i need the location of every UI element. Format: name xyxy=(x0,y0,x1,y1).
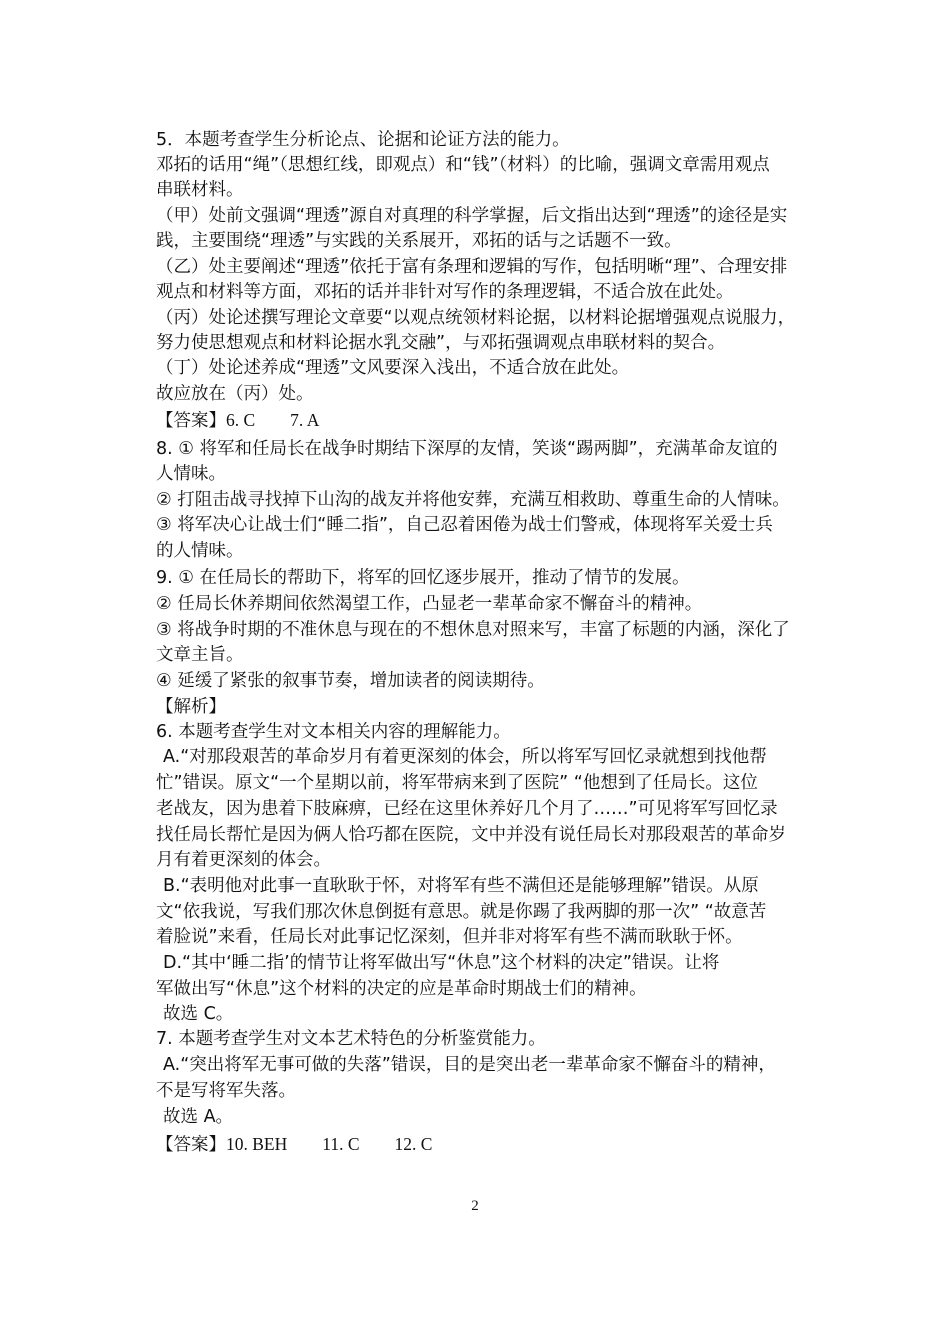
text-line: （乙）处主要阐述“理透”依托于富有条理和逻辑的写作，包括明晰“理”、合理安排 xyxy=(156,257,788,277)
text-line: 观点和材料等方面，邓拓的话并非针对写作的条理逻辑，不适合放在此处。 xyxy=(156,282,734,302)
answer-line: 【答案】10. BEH 11. C 12. C xyxy=(156,1134,433,1154)
text-line: 文章主旨。 xyxy=(156,645,244,665)
text-line: D.“其中‘睡二指’的情节让将军做出写“休息”这个材料的决定”错误。让将 xyxy=(163,953,720,973)
page-number: 2 xyxy=(471,1198,479,1214)
analysis-heading: 【解析】 xyxy=(156,697,226,717)
text-line: B.“表明他对此事一直耿耿于怀，对将军有些不满但还是能够理解”错误。从原 xyxy=(163,876,759,896)
text-line: 的人情味。 xyxy=(156,541,244,561)
text-line: 努力使思想观点和材料论据水乳交融”，与邓拓强调观点串联材料的契合。 xyxy=(156,333,726,353)
text-line: 邓拓的话用“绳”（思想红线，即观点）和“钱”（材料）的比喻，强调文章需用观点 xyxy=(156,155,770,175)
text-line: 忙”错误。原文“一个星期以前，将军带病来到了医院” “他想到了任局长。这位 xyxy=(156,773,758,793)
text-line: 老战友，因为患着下肢麻痹，已经在这里休养好几个月了……”可见将军写回忆录 xyxy=(156,799,778,819)
text-line: ③ 将军决心让战士们“睡二指”，自己忍着困倦为战士们警戒，体现将军关爱士兵 xyxy=(156,515,773,535)
text-line: 军做出写“休息”这个材料的决定的应是革命时期战士们的精神。 xyxy=(156,979,647,999)
text-line: 串联材料。 xyxy=(156,180,244,200)
text-line: 故选 A。 xyxy=(163,1107,234,1127)
q6-heading: 6. 本题考查学生对文本相关内容的理解能力。 xyxy=(156,722,511,742)
text-line: ② 任局长休养期间依然渴望工作，凸显老一辈革命家不懈奋斗的精神。 xyxy=(156,594,703,614)
text-line: 着脸说”来看，任局长对此事记忆深刻，但并非对将军有些不满而耿耿于怀。 xyxy=(156,927,743,947)
q9-heading: 9. ① 在任局长的帮助下，将军的回忆逐步展开，推动了情节的发展。 xyxy=(156,568,690,588)
text-line: 故选 C。 xyxy=(163,1004,234,1024)
text-line: （丙）处论述撰写理论文章要“以观点统领材料论据，以材料论据增强观点说服力， xyxy=(156,308,796,328)
text-line: 不是写将军失落。 xyxy=(156,1081,296,1101)
q8-heading: 8. ① 将军和任局长在战争时期结下深厚的友情，笑谈“踢两脚”，充满革命友谊的 xyxy=(156,439,778,459)
q7-heading: 7. 本题考查学生对文本艺术特色的分析鉴赏能力。 xyxy=(156,1029,546,1049)
q5-heading: 5．本题考查学生分析论点、论据和论证方法的能力。 xyxy=(156,130,570,150)
text-line: ② 打阻击战寻找掉下山沟的战友并将他安葬，充满互相救助、尊重生命的人情味。 xyxy=(156,490,790,510)
text-line: A.“突出将军无事可做的失落”错误，目的是突出老一辈革命家不懈奋斗的精神， xyxy=(163,1055,776,1075)
text-line: 践，主要围绕“理透”与实践的关系展开，邓拓的话与之话题不一致。 xyxy=(156,231,682,251)
text-line: 人情味。 xyxy=(156,464,226,484)
text-line: ④ 延缓了紧张的叙事节奏，增加读者的阅读期待。 xyxy=(156,671,545,691)
text-line: （甲）处前文强调“理透”源自对真理的科学掌握，后文指出达到“理透”的途径是实 xyxy=(156,206,788,226)
answer-line: 【答案】6. C 7. A xyxy=(156,410,320,430)
text-line: A.“对那段艰苦的革命岁月有着更深刻的体会，所以将军写回忆录就想到找他帮 xyxy=(163,747,767,767)
text-line: （丁）处论述养成“理透”文风要深入浅出，不适合放在此处。 xyxy=(156,358,630,378)
text-line: 月有着更深刻的体会。 xyxy=(156,850,331,870)
text-line: ③ 将战争时期的不准休息与现在的不想休息对照来写，丰富了标题的内涵，深化了 xyxy=(156,620,790,640)
text-line: 文“依我说，写我们那次休息倒挺有意思。就是你踢了我两脚的那一次” “故意苦 xyxy=(156,902,767,922)
text-line: 找任局长帮忙是因为俩人恰巧都在医院，文中并没有说任局长对那段艰苦的革命岁 xyxy=(156,825,786,845)
text-line: 故应放在（丙）处。 xyxy=(156,384,314,404)
